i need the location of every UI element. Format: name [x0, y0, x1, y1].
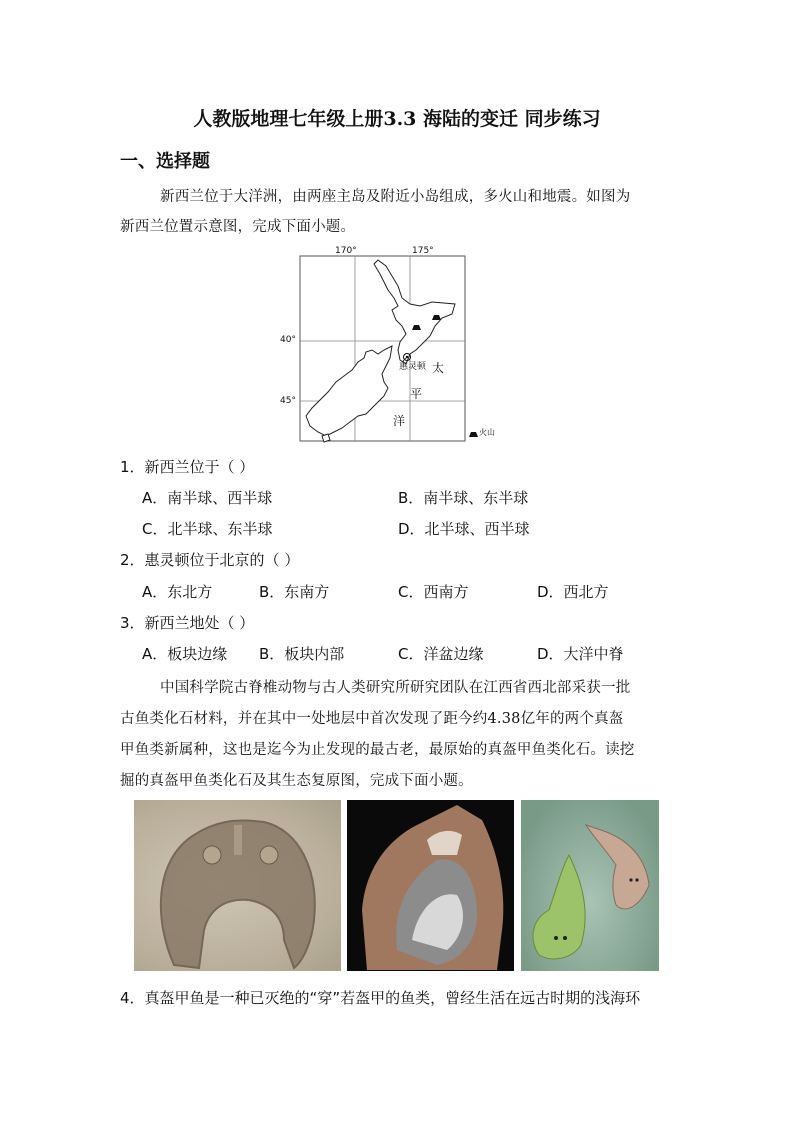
ocean-label-3: 洋	[393, 414, 406, 428]
lat-label-40: 40°	[280, 335, 296, 345]
q2-option-c: C．西南方	[398, 583, 469, 601]
q2-option-a: A．东北方	[142, 583, 213, 601]
ocean-label-2: 平	[410, 387, 423, 401]
q1-option-d: D．北半球、西半球	[398, 520, 530, 538]
q1-option-a: A．南半球、西半球	[142, 489, 273, 507]
section-heading: 一、选择题	[120, 151, 210, 172]
fossil-photo-1	[134, 800, 341, 971]
intro2-line1: 中国科学院古脊椎动物与古人类研究所研究团队在江西省西北部采获一批	[160, 680, 631, 696]
intro2-line3: 甲鱼类新属种，这也是迄今为止发现的最古老，最原始的真盔甲鱼类化石。读挖	[120, 742, 635, 758]
question-4: 4．真盔甲鱼是一种已灭绝的“穿”若盔甲的鱼类，曾经生活在远古时期的浅海环	[120, 989, 641, 1007]
legend-volcano-icon	[469, 432, 478, 437]
q2-option-b: B．东南方	[259, 583, 330, 601]
lat-label-45: 45°	[280, 396, 296, 406]
lon-label-175: 175°	[412, 246, 434, 256]
legend-label: 火山	[479, 428, 495, 437]
intro1-line1: 新西兰位于大洋洲，由两座主岛及附近小岛组成，多火山和地震。如图为	[160, 189, 631, 205]
q1-option-c: C．北半球、东半球	[142, 520, 273, 538]
stewart-island	[322, 434, 330, 442]
map-svg	[280, 246, 490, 446]
city-label: 惠灵顿	[399, 362, 427, 372]
question-1: 1．新西兰位于（ ）	[120, 458, 255, 476]
intro2-line4: 掘的真盔甲鱼类化石及其生态复原图，完成下面小题。	[120, 773, 473, 789]
question-3: 3．新西兰地处（ ）	[120, 614, 255, 632]
intro2-line2: 古鱼类化石材料，并在其中一处地层中首次发现了距今约4.38亿年的两个真盔	[120, 711, 624, 727]
q3-option-a: A．板块边缘	[142, 645, 228, 663]
q2-option-d: D．西北方	[537, 583, 609, 601]
q3-option-c: C．洋盆边缘	[398, 645, 484, 663]
lon-label-170: 170°	[335, 246, 357, 256]
q3-option-d: D．大洋中脊	[537, 645, 624, 663]
reconstruction-photo	[521, 800, 659, 971]
q3-option-b: B．板块内部	[259, 645, 345, 663]
new-zealand-map	[280, 246, 495, 446]
fossil-photo-2	[347, 800, 514, 971]
ocean-label-1: 太	[432, 361, 445, 375]
page-title: 人教版地理七年级上册3.3 海陆的变迁 同步练习	[193, 108, 601, 130]
question-2: 2．惠灵顿位于北京的（ ）	[120, 551, 300, 569]
intro1-line2: 新西兰位置示意图，完成下面小题。	[120, 219, 356, 235]
q1-option-b: B．南半球、东半球	[398, 489, 529, 507]
